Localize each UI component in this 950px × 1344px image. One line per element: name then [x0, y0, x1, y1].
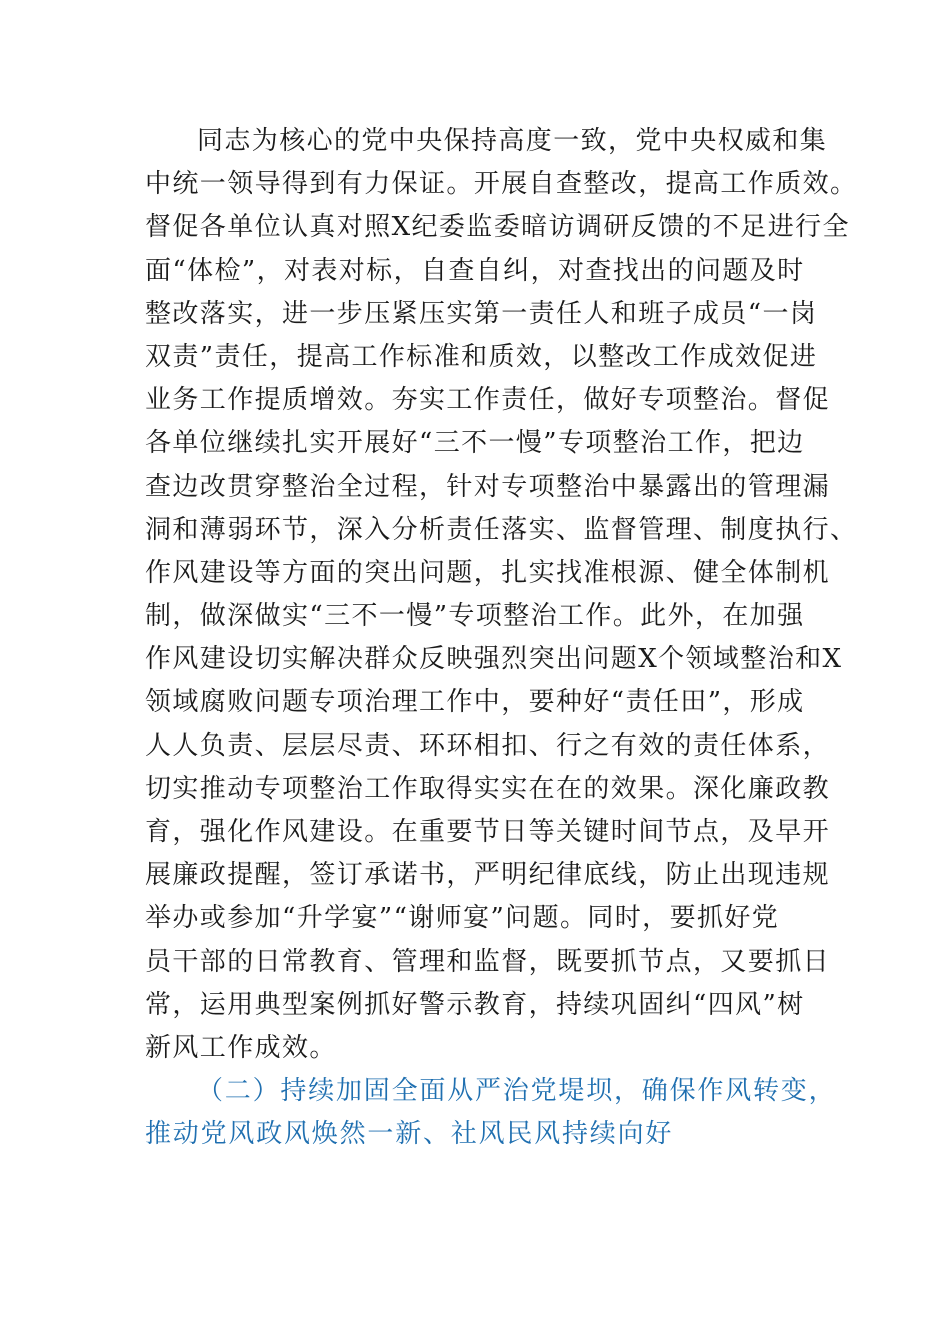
paragraph-line: 双责”责任，提高工作标准和质效，以整改工作成效促进	[145, 341, 818, 372]
paragraph-line: 作风建设等方面的突出问题，扎实找准根源、健全体制机	[145, 557, 831, 588]
paragraph-line: 人人负责、层层尽责、环环相扣、行之有效的责任体系，	[145, 730, 831, 761]
paragraph-line: 领域腐败问题专项治理工作中，要种好“责任田”，形成	[145, 687, 805, 718]
section-heading-line: 推动党风政风焕然一新、社风民风持续向好	[145, 1119, 674, 1150]
paragraph-line: 常，运用典型案例抓好警示教育，持续巩固纠“四风”树	[145, 989, 805, 1020]
paragraph-line: 同志为核心的党中央保持高度一致，党中央权威和集	[197, 126, 828, 156]
paragraph-line: 员干部的日常教育、管理和监督，既要抓节点，又要抓日	[145, 946, 831, 977]
paragraph-line: 洞和薄弱环节，深入分析责任落实、监督管理、制度执行、	[145, 514, 858, 545]
paragraph-line: 查边改贯穿整治全过程，针对专项整治中暴露出的管理漏	[145, 471, 831, 502]
paragraph-line: 制，做深做实“三不一慢”专项整治工作。此外，在加强	[145, 601, 805, 632]
paragraph-line: 作风建设切实解决群众反映强烈突出问题X个领域整治和X	[145, 644, 843, 675]
body-paragraph	[145, 120, 858, 1157]
paragraph-line: 业务工作提质增效。夯实工作责任，做好专项整治。督促	[145, 385, 831, 416]
section-heading	[145, 1070, 837, 1156]
paragraph-line: 各单位继续扎实开展好“三不一慢”专项整治工作，把边	[145, 428, 805, 459]
paragraph-line: 整改落实，进一步压紧压实第一责任人和班子成员“一岗	[145, 298, 818, 329]
paragraph-line: 举办或参加“升学宴”“谢师宴”问题。同时，要抓好党	[145, 903, 780, 934]
paragraph-line: 面“体检”，对表对标，自查自纠，对查找出的问题及时	[145, 255, 805, 286]
paragraph-line: 督促各单位认真对照X纪委监委暗访调研反馈的不足进行全	[145, 212, 850, 243]
paragraph-line: 育，强化作风建设。在重要节日等关键时间节点，及早开	[145, 817, 831, 847]
paragraph-line: 展廉政提醒，签订承诺书，严明纪律底线，防止出现违规	[145, 860, 831, 891]
paragraph-line: 新风工作成效。	[145, 1032, 337, 1063]
paragraph-line: 切实推动专项整治工作取得实实在在的效果。深化廉政教	[145, 773, 831, 804]
section-heading-line: （二）持续加固全面从严治党堤坝，确保作风转变，	[197, 1076, 837, 1107]
paragraph-line: 中统一领导得到有力保证。开展自查整改，提高工作质效。	[145, 169, 858, 200]
